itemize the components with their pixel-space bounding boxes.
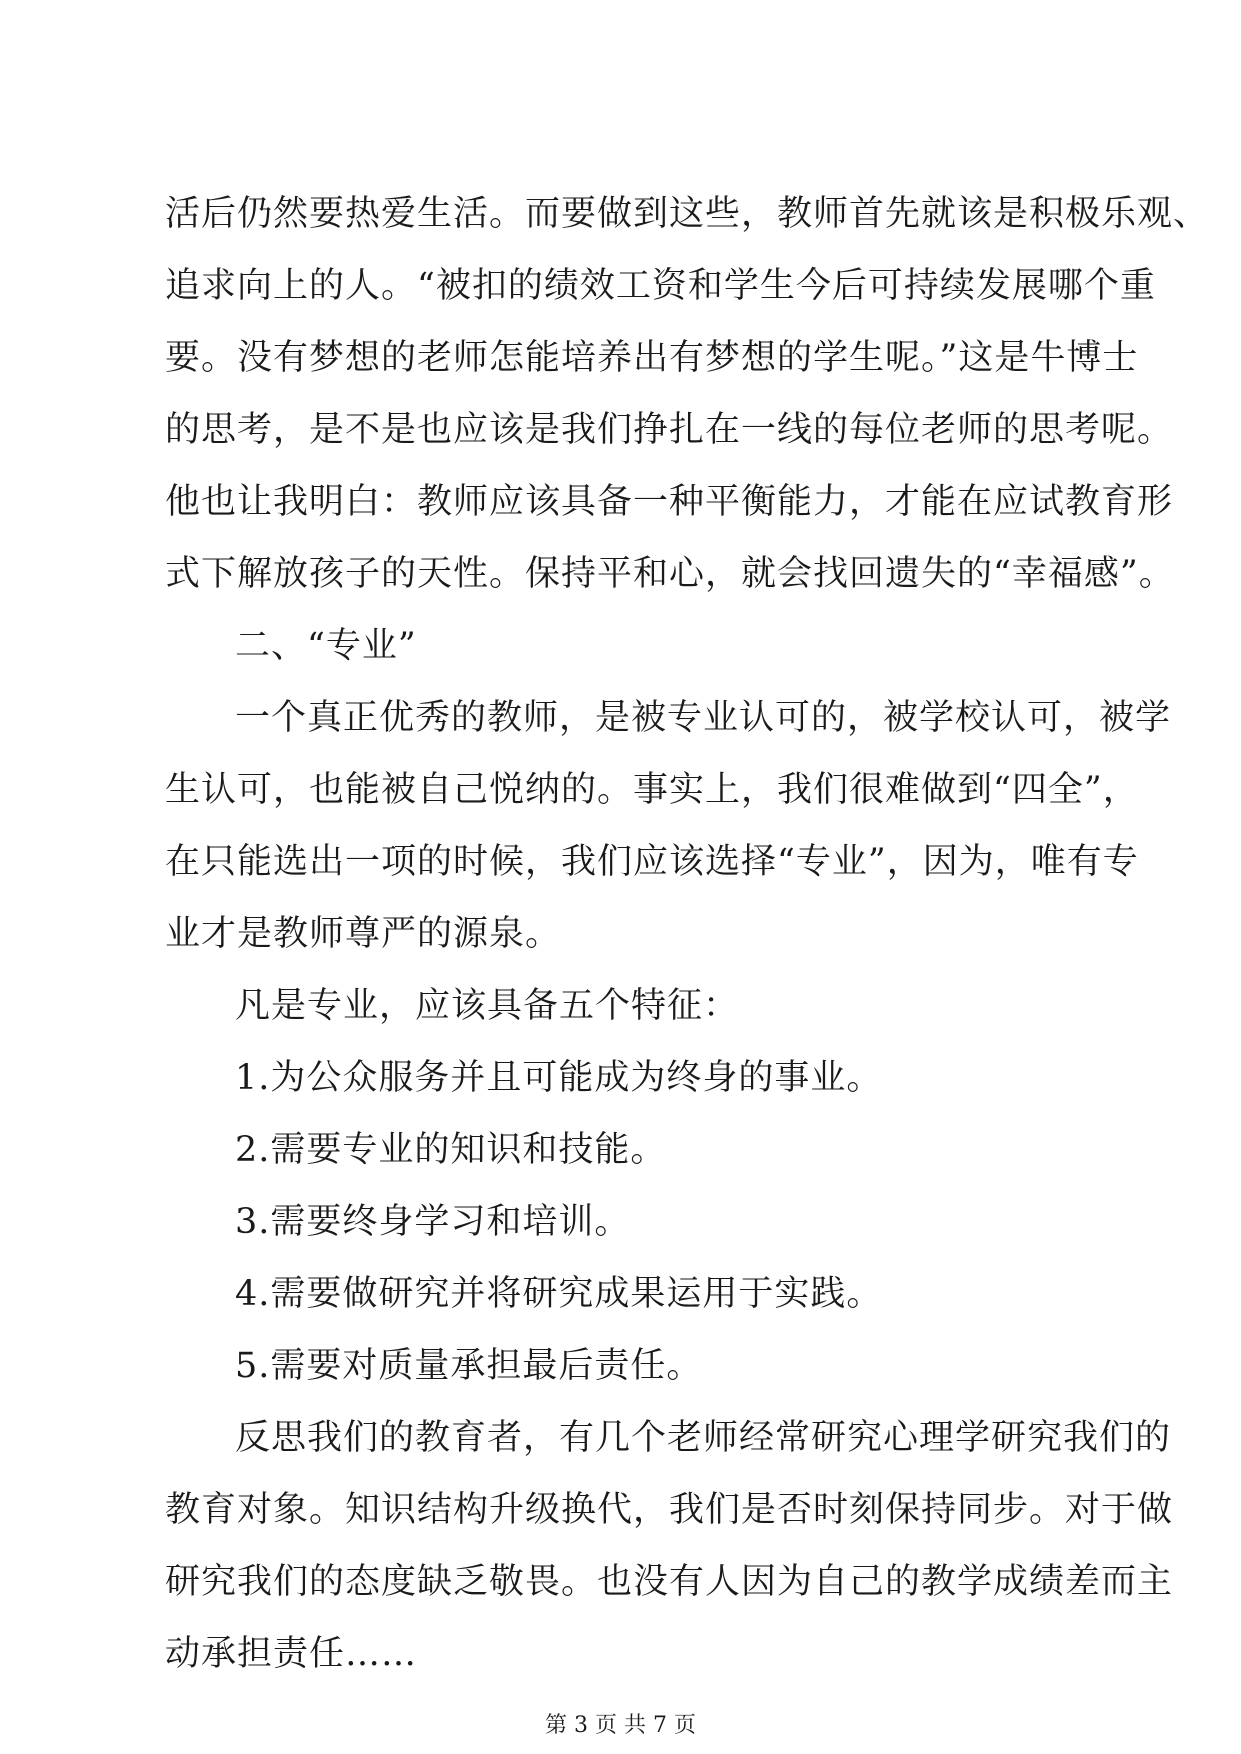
- text-line: 生认可，也能被自己悦纳的。事实上，我们很难做到“四全”，: [165, 770, 1139, 810]
- text-line: 的思考，是不是也应该是我们挣扎在一线的每位老师的思考呢。: [165, 410, 1174, 450]
- text-line: 反思我们的教育者，有几个老师经常研究心理学研究我们的: [235, 1418, 1172, 1458]
- text-line: 式下解放孩子的天性。保持平和心，就会找回遗失的“幸福感”。: [165, 554, 1175, 594]
- text-line: 要。没有梦想的老师怎能培养出有梦想的学生呢。”这是牛博士: [165, 338, 1139, 378]
- page-number: 第 3 页 共 7 页: [545, 1713, 696, 1738]
- section-heading: 二、“专业”: [235, 626, 417, 666]
- list-item: 5.需要对质量承担最后责任。: [235, 1346, 703, 1386]
- list-item: 2.需要专业的知识和技能。: [235, 1130, 667, 1170]
- text-line: 业才是教师尊严的源泉。: [165, 914, 562, 954]
- text-line: 一个真正优秀的教师，是被专业认可的，被学校认可，被学: [235, 698, 1172, 738]
- text-line: 动承担责任……: [165, 1634, 418, 1674]
- text-line: 活后仍然要热爱生活。而要做到这些，教师首先就该是积极乐观、: [165, 194, 1210, 234]
- list-item: 1.为公众服务并且可能成为终身的事业。: [235, 1058, 883, 1098]
- list-item: 4.需要做研究并将研究成果运用于实践。: [235, 1274, 883, 1314]
- text-line: 在只能选出一项的时候，我们应该选择“专业”，因为，唯有专: [165, 842, 1139, 882]
- text-line: 他也让我明白：教师应该具备一种平衡能力，才能在应试教育形: [165, 482, 1174, 522]
- list-item: 3.需要终身学习和培训。: [235, 1202, 631, 1242]
- text-line: 追求向上的人。“被扣的绩效工资和学生今后可持续发展哪个重: [165, 266, 1156, 306]
- text-line: 教育对象。知识结构升级换代，我们是否时刻保持同步。对于做: [165, 1490, 1174, 1530]
- text-line: 凡是专业，应该具备五个特征：: [235, 986, 740, 1026]
- text-line: 研究我们的态度缺乏敬畏。也没有人因为自己的教学成绩差而主: [165, 1562, 1174, 1602]
